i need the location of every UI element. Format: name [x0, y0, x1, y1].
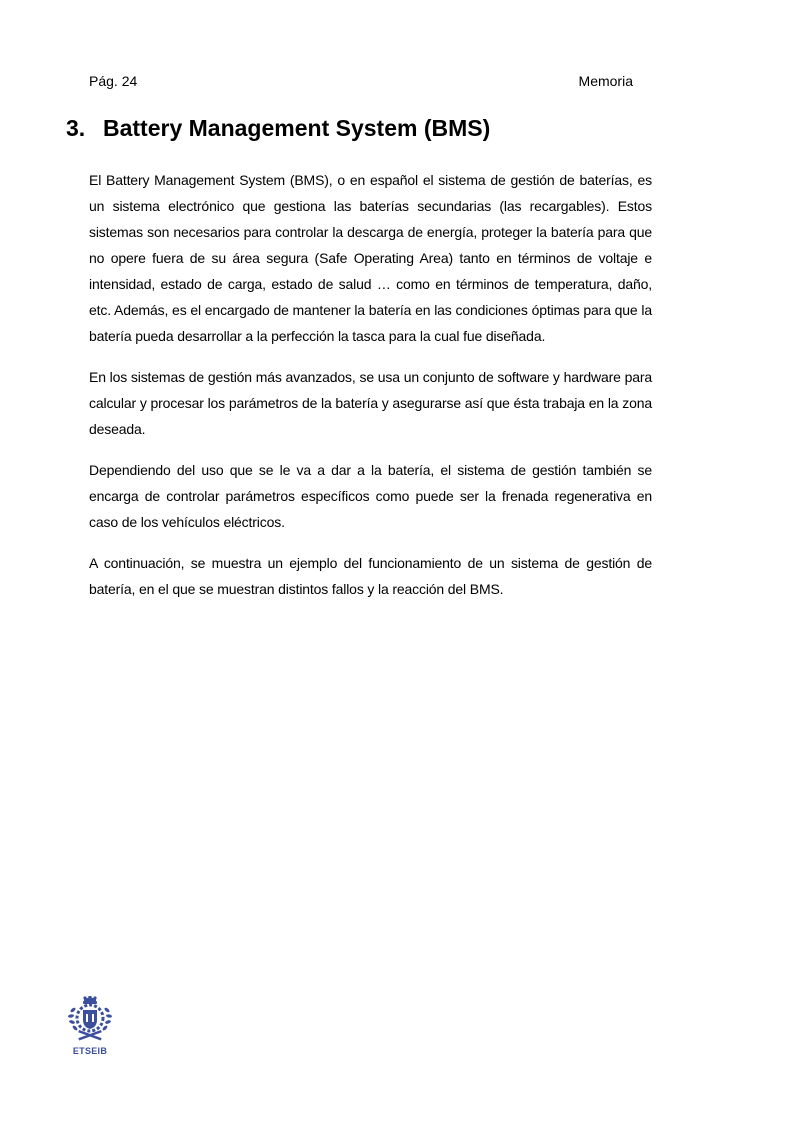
paragraph-advanced-systems: En los sistemas de gestión más avanzados, se usa un conjunto de software y hardware para calcular y procesar los parámetros de la batería y asegurarse así que ésta trabaja en la zona deseada.: [89, 369, 652, 437]
logo-text: ETSEIB: [72, 1046, 108, 1056]
running-header: Memoria: [578, 73, 633, 89]
section-heading: [66, 112, 490, 144]
body-text: [89, 167, 652, 617]
page-number: Pág. 24: [89, 73, 138, 89]
section-number: 3.: [66, 115, 86, 141]
etseib-logo: [64, 996, 116, 1058]
paragraph-bms-definition: El Battery Management System (BMS), o en español el sistema de gestión de baterías, es un sistema electrónico que gestiona las baterías secundarias (las recargables). Estos sistemas son necesarios para controlar la descarga de energía, proteger la batería para que no opere fuera de su área segura (Safe Operating Area) tanto en términos de voltaje e intensidad, estado de carga, estado de salud … como en términos de temperatura, daño, etc. Además, es el encargado de mantener la batería en las condiciones óptimas para que la batería pueda desarrollar a la perfección la tasca para la cual fue diseñada.: [89, 172, 652, 344]
etseib-crest-icon: [64, 996, 116, 1046]
paragraph-example-intro: A continuación, se muestra un ejemplo del funcionamiento de un sistema de gestión de batería, en el que se muestran distintos fallos y la reacción del BMS.: [89, 555, 652, 597]
section-title: Battery Management System (BMS): [103, 115, 491, 141]
paragraph-specific-parameters: Dependiendo del uso que se le va a dar a la batería, el sistema de gestión también se encarga de controlar parámetros específicos como puede ser la frenada regenerativa en caso de los vehículos eléctricos.: [89, 462, 652, 530]
